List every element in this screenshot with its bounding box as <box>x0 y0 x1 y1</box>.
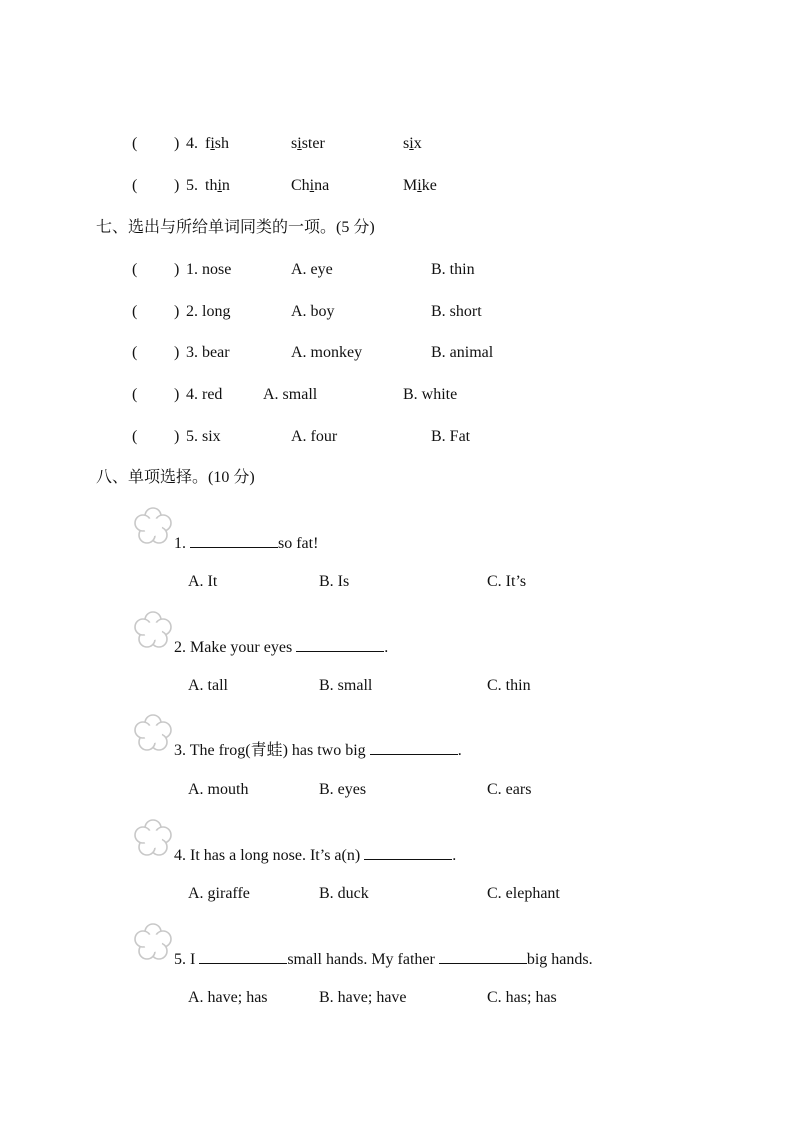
flower-icon <box>132 610 174 652</box>
option-a: A. mouth <box>188 781 249 798</box>
answer-paren-close: ) <box>174 428 180 445</box>
answer-paren-close: ) <box>174 303 180 320</box>
option-c: C. elephant <box>487 885 560 902</box>
flower-icon <box>132 713 174 755</box>
option-b-word: six <box>403 135 422 152</box>
answer-blank <box>199 948 287 964</box>
question-3: 3. The frog(青蛙) has two big . <box>174 739 462 761</box>
item-word: 5. six <box>186 428 221 445</box>
flower-icon <box>132 818 174 860</box>
item-word: fish <box>205 135 230 152</box>
question-2: 2. Make your eyes . <box>174 636 388 658</box>
option-a: A. small <box>263 386 318 403</box>
option-b: B. thin <box>431 261 475 278</box>
item-word: 2. long <box>186 303 231 320</box>
item-number: 4. <box>186 135 198 152</box>
option-a: A. giraffe <box>188 885 250 902</box>
option-a: A. It <box>188 573 218 590</box>
question-4: 4. It has a long nose. It’s a(n) . <box>174 844 456 866</box>
answer-paren-close: ) <box>174 261 180 278</box>
answer-paren-open: ( <box>132 135 138 152</box>
option-a: A. tall <box>188 677 228 694</box>
section-7-heading: 七、选出与所给单词同类的一项。(5 分) <box>96 219 375 236</box>
answer-paren-open: ( <box>132 261 138 278</box>
option-a: A. boy <box>291 303 335 320</box>
question-5: 5. I small hands. My father big hands. <box>174 948 593 970</box>
option-c: C. ears <box>487 781 532 798</box>
item-word: 1. nose <box>186 261 232 278</box>
answer-blank <box>364 844 452 860</box>
answer-paren-open: ( <box>132 303 138 320</box>
option-b-word: Mike <box>403 177 437 194</box>
answer-paren-close: ) <box>174 135 180 152</box>
option-a-word: China <box>291 177 330 194</box>
flower-icon <box>132 922 174 964</box>
answer-blank <box>439 948 527 964</box>
answer-paren-close: ) <box>174 386 180 403</box>
flower-icon <box>132 506 174 548</box>
option-b: B. white <box>403 386 458 403</box>
answer-blank <box>190 532 278 548</box>
answer-paren-open: ( <box>132 386 138 403</box>
item-word: 4. red <box>186 386 223 403</box>
option-b: B. duck <box>319 885 369 902</box>
option-c: C. thin <box>487 677 531 694</box>
item-word: 3. bear <box>186 344 230 361</box>
answer-paren-open: ( <box>132 177 138 194</box>
option-b: B. small <box>319 677 373 694</box>
option-c: C. has; has <box>487 989 557 1006</box>
answer-paren-open: ( <box>132 428 138 445</box>
option-b: B. Is <box>319 573 350 590</box>
option-b: B. animal <box>431 344 494 361</box>
option-a-word: sister <box>291 135 325 152</box>
item-number: 5. <box>186 177 198 194</box>
option-b: B. eyes <box>319 781 367 798</box>
question-1: 1. so fat! <box>174 532 318 554</box>
section-8-heading: 八、单项选择。(10 分) <box>96 469 255 486</box>
option-a: A. four <box>291 428 338 445</box>
option-b: B. short <box>431 303 482 320</box>
item-word: thin <box>205 177 230 194</box>
answer-paren-open: ( <box>132 344 138 361</box>
answer-blank <box>370 739 458 755</box>
option-c: C. It’s <box>487 573 527 590</box>
option-b: B. have; have <box>319 989 407 1006</box>
option-b: B. Fat <box>431 428 471 445</box>
answer-paren-close: ) <box>174 177 180 194</box>
answer-blank <box>296 636 384 652</box>
option-a: A. have; has <box>188 989 268 1006</box>
option-a: A. eye <box>291 261 333 278</box>
answer-paren-close: ) <box>174 344 180 361</box>
option-a: A. monkey <box>291 344 363 361</box>
